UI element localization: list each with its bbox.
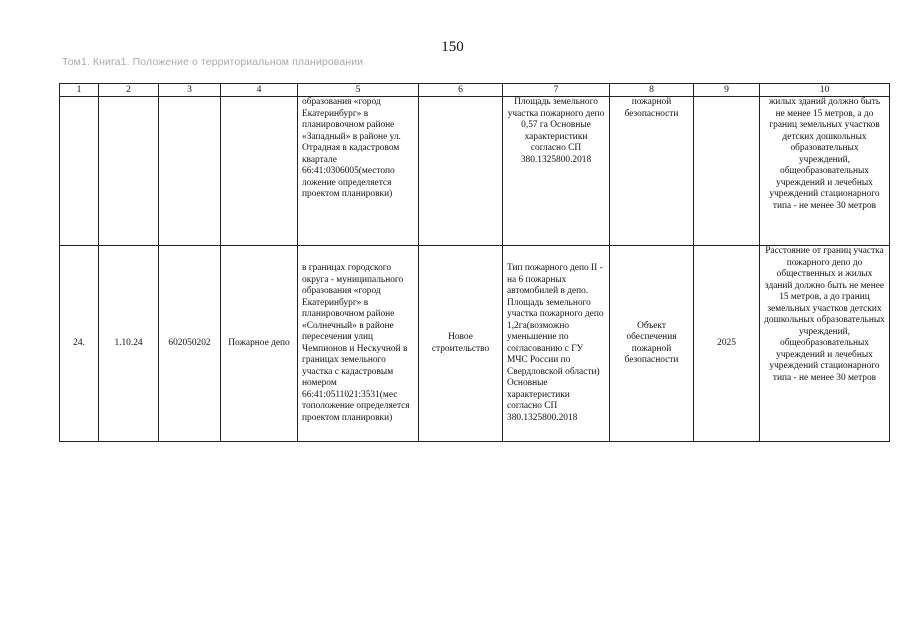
- table-cell: образования «город Екатеринбург» в планировочном районе «Западный» в районе ул. Отрадная в кадастровом квартале 66:41:0306005(местопо ложение определяется проектом планировки): [298, 97, 419, 246]
- column-header: 3: [159, 84, 221, 97]
- column-header: 10: [760, 84, 890, 97]
- table-header-row: [60, 84, 890, 97]
- table-cell: [99, 97, 159, 246]
- table-cell: 2025: [694, 246, 760, 442]
- table-cell: [159, 97, 221, 246]
- table-cell: 602050202: [159, 246, 221, 442]
- table-cell: [694, 97, 760, 246]
- table-cell: в границах городского округа - муниципального образования «город Екатеринбург» в планировочном районе «Солнечный» в районе пересечения улиц Чемпионов и Нескучной в границах земельного участка с кадастровым номером 66:41:0511021:3531(мес тоположение определяется проектом планировки): [298, 246, 419, 442]
- table-cell: 1.10.24: [99, 246, 159, 442]
- table-cell: Объект обеспечения пожарной безопасности: [610, 246, 694, 442]
- page-number: 150: [441, 39, 464, 55]
- table-cell: Пожарное депо: [221, 246, 298, 442]
- table-cell: Новое строительство: [419, 246, 503, 442]
- table-cell: Расстояние от границ участка пожарного депо до общественных и жилых зданий должно быть не менее 15 метров, а до границ земельных участков детских дошкольных образовательных учреждений, общеобразовательных учреждений и лечебных учреждений стационарного типа - не менее 30 метров: [760, 246, 890, 442]
- table-row: [60, 97, 890, 246]
- table-row: [60, 246, 890, 442]
- table-cell: [221, 97, 298, 246]
- table-cell: [60, 97, 99, 246]
- planning-objects-table: [59, 83, 890, 442]
- column-header: 4: [221, 84, 298, 97]
- column-header: 8: [610, 84, 694, 97]
- table-cell: пожарной безопасности: [610, 97, 694, 246]
- column-header: 2: [99, 84, 159, 97]
- table-cell: жилых зданий должно быть не менее 15 метров, а до границ земельных участков детских дошкольных образовательных учреждений, общеобразовательных учреждений и лечебных учреждений стационарного типа - не менее 30 метров: [760, 97, 890, 246]
- column-header: 1: [60, 84, 99, 97]
- document-header-note: Том1. Книга1. Положение о территориальном планировании: [62, 56, 364, 68]
- column-header: 6: [419, 84, 503, 97]
- column-header: 5: [298, 84, 419, 97]
- column-header: 9: [694, 84, 760, 97]
- table-cell: Площадь земельного участка пожарного депо 0,57 га Основные характеристики согласно СП 380.1325800.2018: [503, 97, 610, 246]
- column-header: 7: [503, 84, 610, 97]
- table-cell: Тип пожарного депо II - на 6 пожарных автомобилей в депо. Площадь земельного участка пожарного депо 1,2га(возможно уменьшение по согласованию с ГУ МЧС России по Свердловской области) Основные характеристики согласно СП 380.1325800.2018: [503, 246, 610, 442]
- table-cell: 24.: [60, 246, 99, 442]
- table-cell: [419, 97, 503, 246]
